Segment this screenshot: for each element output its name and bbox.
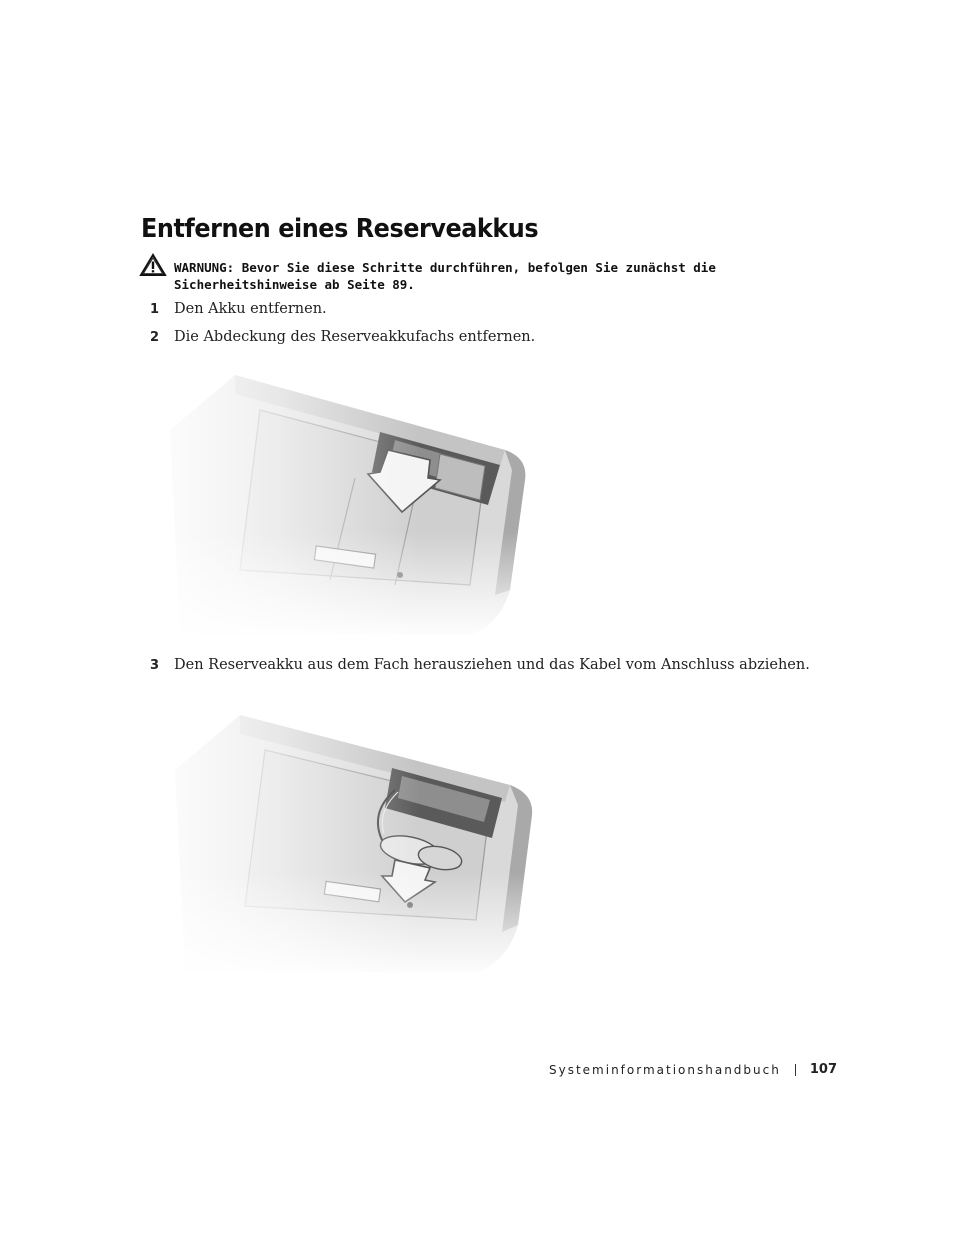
- step-number: 3: [150, 658, 160, 673]
- page-footer: [549, 1062, 837, 1077]
- step-number: 1: [150, 302, 160, 317]
- step-number: 2: [150, 330, 160, 345]
- warning-triangle-icon: [139, 253, 167, 277]
- page-title: Entfernen eines Reserveakkus: [141, 214, 539, 244]
- footer-separator: [795, 1064, 796, 1076]
- cover-removal-illustration: [140, 370, 540, 640]
- battery-removal-illustration: [140, 710, 540, 980]
- footer-document-title: Systeminformationshandbuch: [548, 1062, 781, 1077]
- warning-line-2: Sicherheitshinweise ab Seite 89.: [174, 277, 415, 292]
- step-3: [150, 657, 810, 673]
- step-text: Den Akku entfernen.: [174, 301, 327, 317]
- step-text: Den Reserveakku aus dem Fach herausziehen und das Kabel vom Anschluss abziehen.: [174, 657, 810, 673]
- page-number: 107: [809, 1062, 837, 1077]
- warning-line-1: WARNUNG: Bevor Sie diese Schritte durchführen, befolgen Sie zunächst die: [174, 260, 716, 275]
- step-text: Die Abdeckung des Reserveakkufachs entfernen.: [174, 329, 536, 345]
- step-1: [150, 301, 327, 317]
- step-2: [150, 329, 535, 345]
- warning-notice: [174, 259, 774, 293]
